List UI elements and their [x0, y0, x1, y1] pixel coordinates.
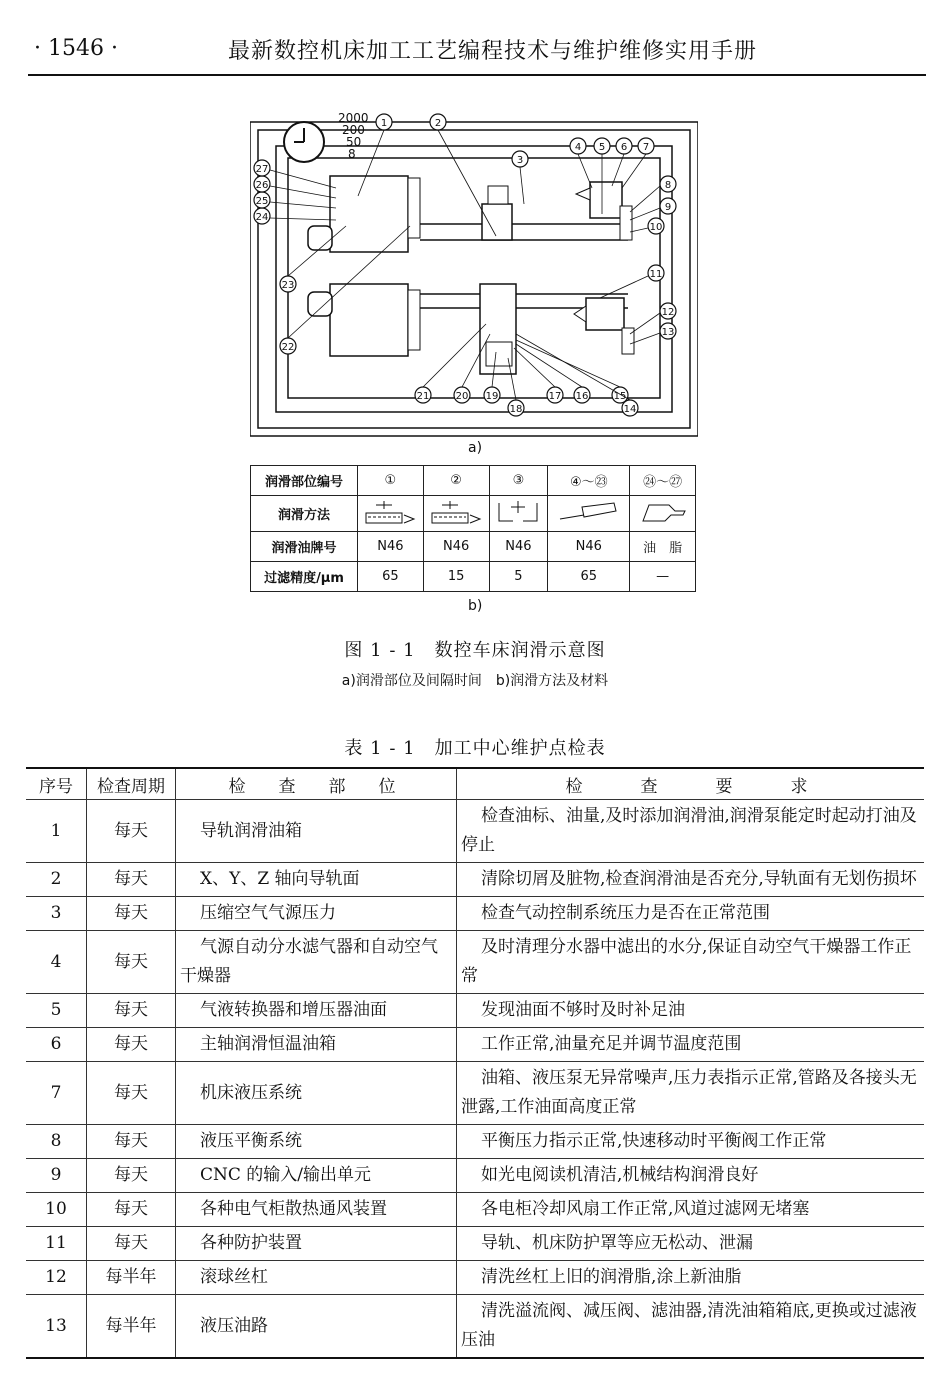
page-header	[28, 28, 926, 76]
point-label: 18	[509, 404, 523, 415]
book-title: 最新数控机床加工工艺编程技术与维护维修实用手册	[228, 39, 758, 64]
table-row	[251, 532, 696, 562]
page-number: · 1546 ·	[34, 36, 118, 61]
cell: ㉔～㉗	[630, 466, 696, 496]
oil-cup-icon	[554, 499, 624, 525]
table-row	[26, 897, 924, 931]
figure-sublabel-a: a)	[468, 440, 483, 456]
cell: 平衡压力指示正常,快速移动时平衡阀工作正常	[457, 1125, 925, 1159]
point-label: 12	[661, 307, 675, 318]
cell: N46	[423, 532, 489, 562]
table-row	[26, 1261, 924, 1295]
cell: 机床液压系统	[176, 1062, 457, 1125]
point-label: 17	[548, 391, 562, 402]
cell: 液压油路	[176, 1295, 457, 1359]
cell: 每天	[87, 1193, 176, 1227]
cell: 10	[26, 1193, 87, 1227]
cell: 每天	[87, 1062, 176, 1125]
cell: 5	[489, 562, 548, 592]
cell: 15	[423, 562, 489, 592]
point-label: 9	[664, 202, 672, 213]
cell: 每半年	[87, 1295, 176, 1359]
timer-label: 8	[348, 147, 356, 161]
cell: 各种电气柜散热通风装置	[176, 1193, 457, 1227]
point-label: 4	[574, 142, 582, 153]
lubrication-schematic	[250, 108, 698, 438]
cell: N46	[489, 532, 548, 562]
table-row	[251, 496, 696, 532]
table-row	[26, 1227, 924, 1261]
cell: 各种防护装置	[176, 1227, 457, 1261]
cell: CNC 的输入/输出单元	[176, 1159, 457, 1193]
point-label: 1	[380, 118, 388, 129]
cell: 每天	[87, 1159, 176, 1193]
table-row	[26, 1125, 924, 1159]
cell: 12	[26, 1261, 87, 1295]
method-icon-cell	[630, 496, 696, 532]
cell: 7	[26, 1062, 87, 1125]
cell: 2	[26, 863, 87, 897]
method-icon-cell	[548, 496, 630, 532]
cell: 11	[26, 1227, 87, 1261]
cell: 6	[26, 1028, 87, 1062]
figure-subcaption: a)润滑部位及间隔时间 b)润滑方法及材料	[341, 673, 609, 689]
point-label: 13	[661, 327, 675, 338]
oil-bath-filter-icon	[428, 499, 484, 525]
table-header-row	[26, 768, 924, 800]
cell: 导轨、机床防护罩等应无松动、泄漏	[457, 1227, 925, 1261]
cell: 1	[26, 800, 87, 863]
table-row	[26, 994, 924, 1028]
point-label: 25	[255, 196, 269, 207]
table-row	[26, 1062, 924, 1125]
col-header: 序号	[26, 768, 87, 800]
timer-label: 200	[342, 123, 365, 137]
cell: 润滑油牌号	[251, 532, 358, 562]
cell: 每天	[87, 1125, 176, 1159]
point-label: 27	[255, 164, 269, 175]
point-label: 3	[516, 155, 524, 166]
cell: 滚球丝杠	[176, 1261, 457, 1295]
cell: 及时清理分水器中滤出的水分,保证自动空气干燥器工作正常	[457, 931, 925, 994]
cell: 清除切屑及脏物,检查润滑油是否充分,导轨面有无划伤损坏	[457, 863, 925, 897]
cell: 每天	[87, 1028, 176, 1062]
cell: 每天	[87, 931, 176, 994]
method-icon-cell	[489, 496, 548, 532]
cell: 65	[358, 562, 424, 592]
maintenance-table	[26, 767, 924, 1359]
cell: 9	[26, 1159, 87, 1193]
cell: 3	[26, 897, 87, 931]
cell: 检查油标、油量,及时添加润滑油,润滑泵能定时起动打油及停止	[457, 800, 925, 863]
cell: 润滑部位编号	[251, 466, 358, 496]
point-label: 24	[255, 212, 269, 223]
cell: 8	[26, 1125, 87, 1159]
cell: 各电柜冷却风扇工作正常,风道过滤网无堵塞	[457, 1193, 925, 1227]
table-row	[251, 562, 696, 592]
point-label: 26	[255, 180, 269, 191]
cell: 清洗溢流阀、减压阀、滤油器,清洗油箱箱底,更换或过滤液压油	[457, 1295, 925, 1359]
method-icon-cell	[358, 496, 424, 532]
cell: 导轨润滑油箱	[176, 800, 457, 863]
header-rule	[28, 74, 926, 76]
point-label: 20	[455, 391, 469, 402]
cell: 每天	[87, 800, 176, 863]
point-label: 11	[649, 269, 663, 280]
grease-gun-icon	[635, 499, 691, 525]
cell: 65	[548, 562, 630, 592]
method-icon-cell	[423, 496, 489, 532]
figure-sublabel-b: b)	[468, 598, 483, 614]
col-header: 检查周期	[87, 768, 176, 800]
cell: N46	[358, 532, 424, 562]
point-label: 8	[664, 180, 672, 191]
timer-label: 50	[346, 135, 362, 149]
oil-bath-icon	[362, 499, 418, 525]
timer-label: 2000	[338, 111, 369, 125]
table-row	[26, 863, 924, 897]
cell: 每半年	[87, 1261, 176, 1295]
cell: ①	[358, 466, 424, 496]
cell: ③	[489, 466, 548, 496]
table-row	[26, 1295, 924, 1359]
cell: 检查气动控制系统压力是否在正常范围	[457, 897, 925, 931]
cell: 每天	[87, 1227, 176, 1261]
table-row	[26, 1159, 924, 1193]
cell: 主轴润滑恒温油箱	[176, 1028, 457, 1062]
table-row	[251, 466, 696, 496]
cell: 气源自动分水滤气器和自动空气干燥器	[176, 931, 457, 994]
lubrication-method-table	[250, 465, 696, 592]
cell: ②	[423, 466, 489, 496]
point-label: 6	[620, 142, 628, 153]
cell: 压缩空气气源压力	[176, 897, 457, 931]
cell: 油箱、液压泵无异常噪声,压力表指示正常,管路及各接头无泄露,工作油面高度正常	[457, 1062, 925, 1125]
table-row	[26, 931, 924, 994]
point-label: 22	[281, 342, 295, 353]
drip-feed-icon	[493, 499, 543, 525]
point-label: 16	[575, 391, 589, 402]
cell: 过滤精度/μm	[251, 562, 358, 592]
cell: N46	[548, 532, 630, 562]
cell: X、Y、Z 轴向导轨面	[176, 863, 457, 897]
cell: 气液转换器和增压器油面	[176, 994, 457, 1028]
table-row	[26, 1028, 924, 1062]
cell: 清洗丝杠上旧的润滑脂,涂上新油脂	[457, 1261, 925, 1295]
col-header: 检 查 要 求	[457, 768, 925, 800]
table-row	[26, 1193, 924, 1227]
cell: 每天	[87, 994, 176, 1028]
table-title: 表 1 - 1 加工中心维护点检表	[344, 738, 606, 759]
figure-caption: 图 1 - 1 数控车床润滑示意图	[344, 640, 606, 661]
point-label: 23	[281, 280, 295, 291]
col-header: 检 查 部 位	[176, 768, 457, 800]
point-label: 10	[649, 222, 663, 233]
cell: ④～㉓	[548, 466, 630, 496]
point-label: 19	[485, 391, 499, 402]
point-label: 5	[598, 142, 606, 153]
cell: 每天	[87, 863, 176, 897]
cell: 发现油面不够时及时补足油	[457, 994, 925, 1028]
point-label: 7	[642, 142, 650, 153]
cell: 润滑方法	[251, 496, 358, 532]
point-label: 14	[623, 404, 637, 415]
cell: 13	[26, 1295, 87, 1359]
cell: 工作正常,油量充足并调节温度范围	[457, 1028, 925, 1062]
point-label: 2	[434, 118, 442, 129]
table-row	[26, 800, 924, 863]
cell: 如光电阅读机清洁,机械结构润滑良好	[457, 1159, 925, 1193]
cell: 油 脂	[630, 532, 696, 562]
cell: 5	[26, 994, 87, 1028]
cell: —	[630, 562, 696, 592]
cell: 液压平衡系统	[176, 1125, 457, 1159]
cell: 4	[26, 931, 87, 994]
cell: 每天	[87, 897, 176, 931]
point-label: 15	[613, 391, 627, 402]
point-label: 21	[416, 391, 430, 402]
